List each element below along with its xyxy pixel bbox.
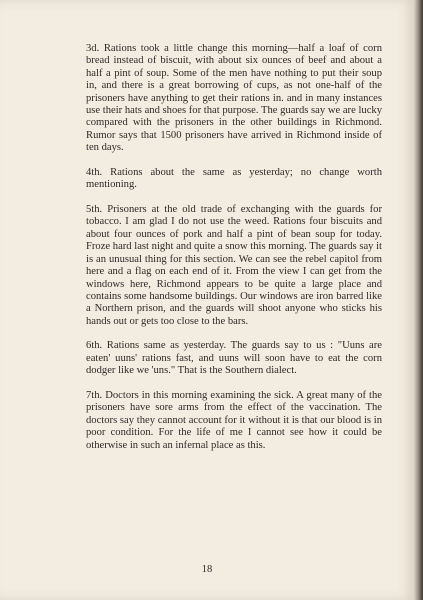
- diary-entry-3d: 3d. Rations took a little change this morning—half a loaf of corn bread instead of biscuit, with about six ounces of beef and about a half a pint of soup. Some of the men have nothing to put their soup in, and there is a great borrowing of cups, as not one-half of the prisoners have anything to get their rations in. and in many instances use their hats and shoes for that purpose. The guards say we are lucky compared with the prisoners in the other buildings in Richmond. Rumor says that 1500 prisoners have arrived in Richmond inside of ten days.: [86, 43, 382, 154]
- diary-entry-7th: 7th. Doctors in this morning examining the sick. A great many of the prisoners have sore arms from the effect of the vaccination. The doctors say they cannot account for it without it is that our blood is in poor condition. For the life of me I cannot see how it could be otherwise in such an infernal place as this.: [86, 389, 382, 451]
- diary-entry-4th: 4th. Rations about the same as yesterday; no change worth mentioning.: [86, 166, 382, 191]
- page-number: 18: [201, 564, 213, 575]
- body-text: [86, 43, 382, 464]
- diary-entry-5th: 5th. Prisoners at the old trade of exchanging with the guards for tobacco. I am glad I do not use the weed. Rations four biscuits and about four ounces of pork and half a pint of bean soup for today. Froze hard last night and quite a snow this morning. The guards say it is an unusual thing for this section. We can see the rebel capitol from here and a flag on each end of it. From the view I can get from the windows here, Richmond appears to be quite a large place and contains some handsome buildings. Our windows are iron barred like a Northern prison, and the guards will shoot anyone who sticks his hands out or gets too close to the bars.: [86, 204, 382, 327]
- book-spine-edge: [414, 0, 423, 600]
- diary-entry-6th: 6th. Rations same as yesterday. The guards say to us : "Uuns are eaten' uuns' rations fast, and uuns will soon have to eat the corn dodger like we 'uns." That is the Southern dialect.: [86, 340, 382, 377]
